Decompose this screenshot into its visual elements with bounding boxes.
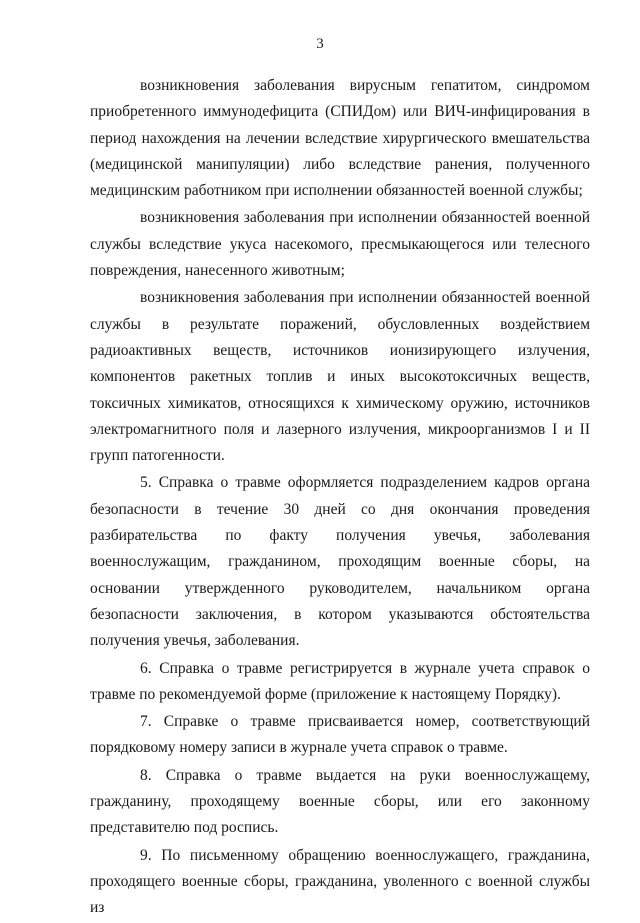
paragraph-radiation-chemical: возникновения заболевания при исполнении обязанностей военной службы в результате поражений, обусловленных воздействием радиоактивных веществ, источников ионизирующего излучения, компонентов ракетных топлив и иных высокотоксичных веществ, токсичных химикатов, относящихся к химическому оружию, источников электромагнитного поля и лазерного излучения, микроорганизмов I и II групп патогенности. [90, 289, 590, 465]
paragraph-item-7: 7. Справке о травме присваивается номер, соответствующий порядковому номеру записи в журнале учета справок о травме. [90, 713, 590, 757]
paragraph-insect-bite: возникновения заболевания при исполнении обязанностей военной службы вследствие укуса насекомого, пресмыкающегося или телесного повреждения, нанесенного животным; [90, 209, 590, 280]
paragraph-item-9: 9. По письменному обращению военнослужащего, гражданина, проходящего военные сборы, гражданина, уволенного с военной службы из [90, 846, 590, 917]
paragraph-item-6: 6. Справка о травме регистрируется в журнале учета справок о травме по рекомендуемой форме (приложение к настоящему Порядку). [90, 659, 590, 703]
page-number: 3 [316, 36, 324, 52]
paragraph-hepatitis-hiv: возникновения заболевания вирусным гепатитом, синдромом приобретенного иммунодефицита (СПИДом) или ВИЧ-инфицирования в период нахождения на лечении вследствие хирургического вмешательства (медицинской манипуляции) либо вследствие ранения, полученного медицинским работником при исполнении обязанностей военной службы; [90, 77, 590, 200]
paragraph-item-5: 5. Справка о травме оформляется подразделением кадров органа безопасности в течение 30 дней со дня окончания проведения разбирательства по факту получения увечья, заболевания военнослужащим, гражданином, проходящим военные сборы, на основании утвержденного руководителем, начальником органа безопасности заключения, в котором указываются обстоятельства получения увечья, заболевания. [90, 474, 590, 650]
document-body [90, 73, 590, 923]
paragraph-item-8: 8. Справка о травме выдается на руки военнослужащему, гражданину, проходящему военные сборы, или его законному представителю под роспись. [90, 766, 590, 837]
